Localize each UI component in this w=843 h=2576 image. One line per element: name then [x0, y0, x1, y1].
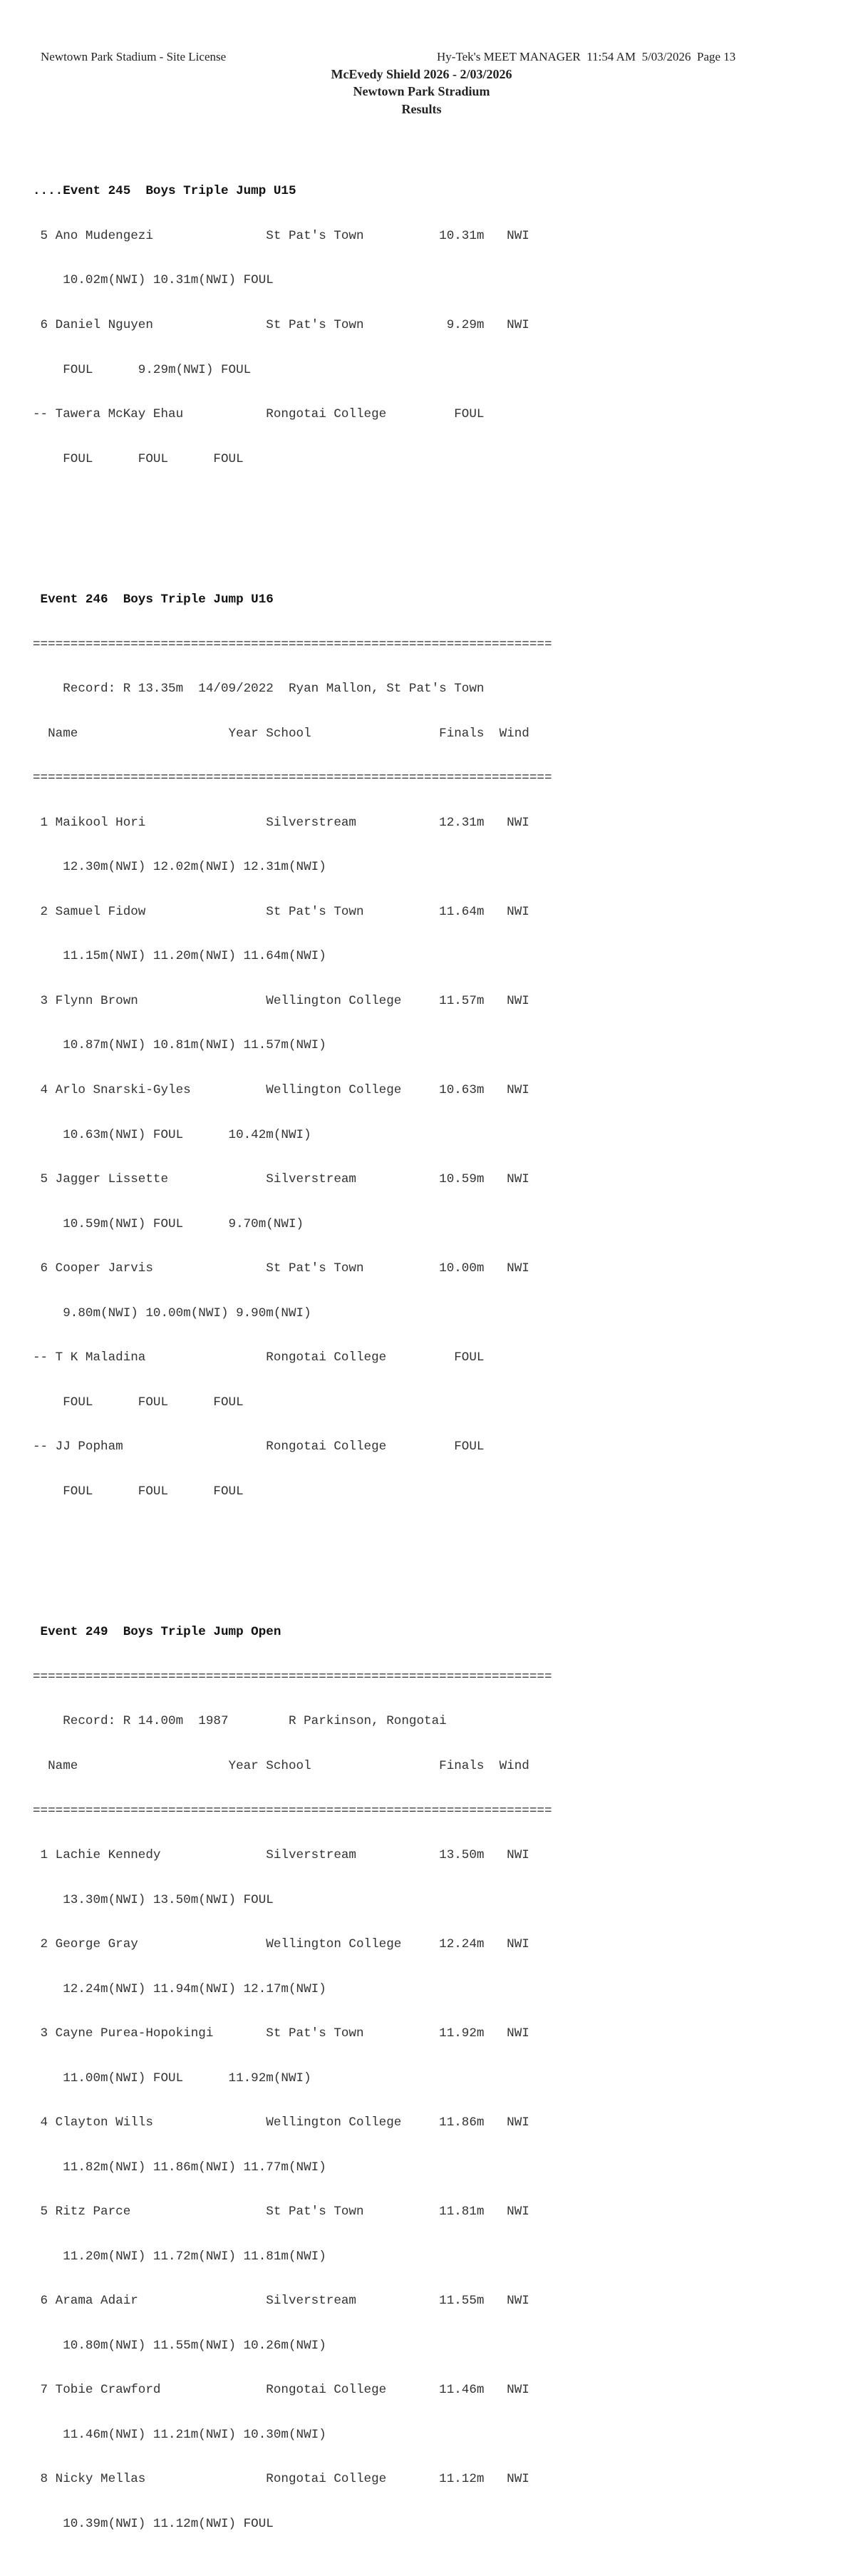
result-line: FOUL 9.29m(NWI) FOUL [33, 362, 252, 377]
column-header: Name Year School Finals Wind [33, 1758, 529, 1773]
result-line: 5 Ritz Parce St Pat's Town 11.81m NWI [33, 2205, 529, 2220]
result-line: FOUL FOUL FOUL [33, 1484, 244, 1499]
record-line: Record: R 13.35m 14/09/2022 Ryan Mallon, St Pat's Town [33, 682, 485, 697]
result-line: 10.39m(NWI) 11.12m(NWI) FOUL [33, 2517, 274, 2531]
result-line: 11.15m(NWI) 11.20m(NWI) 11.64m(NWI) [33, 949, 326, 964]
result-line: 12.24m(NWI) 11.94m(NWI) 12.17m(NWI) [33, 1981, 326, 1996]
result-line: 4 Clayton Wills Wellington College 11.86m NWI [33, 2115, 529, 2130]
event-title: Event 246 Boys Triple Jump U16 [33, 592, 274, 607]
event-title: ....Event 245 Boys Triple Jump U15 [33, 184, 296, 199]
result-line: 10.02m(NWI) 10.31m(NWI) FOUL [33, 273, 274, 288]
result-line: 13.30m(NWI) 13.50m(NWI) FOUL [33, 1892, 274, 1907]
result-line: 12.30m(NWI) 12.02m(NWI) 12.31m(NWI) [33, 860, 326, 875]
result-line: 1 Lachie Kennedy Silverstream 13.50m NWI [33, 1848, 529, 1863]
result-line: FOUL FOUL FOUL [33, 1395, 244, 1410]
results-document [33, 125, 552, 2576]
result-line: -- Tawera McKay Ehau Rongotai College FOUL [33, 407, 485, 422]
result-line: 4 Arlo Snarski-Gyles Wellington College 10.63m NWI [33, 1083, 529, 1097]
venue-title: Newtown Park Stradium [353, 84, 490, 98]
result-line: -- JJ Popham Rongotai College FOUL [33, 1440, 485, 1454]
result-line: 10.63m(NWI) FOUL 10.42m(NWI) [33, 1127, 311, 1142]
divider-line: ===================================================================== [33, 637, 552, 652]
result-line: 11.46m(NWI) 11.21m(NWI) 10.30m(NWI) [33, 2427, 326, 2442]
result-line: 10.80m(NWI) 11.55m(NWI) 10.26m(NWI) [33, 2338, 326, 2353]
result-line: 2 Samuel Fidow St Pat's Town 11.64m NWI [33, 904, 529, 919]
result-line: 11.82m(NWI) 11.86m(NWI) 11.77m(NWI) [33, 2160, 326, 2175]
event-block-249 [33, 1596, 552, 2562]
results-heading: Results [401, 102, 442, 116]
divider-line: ===================================================================== [33, 1669, 552, 1684]
record-line: Record: R 14.00m 1987 R Parkinson, Rongotai [33, 1714, 447, 1729]
result-line: 11.20m(NWI) 11.72m(NWI) 11.81m(NWI) [33, 2249, 326, 2264]
result-line: 3 Flynn Brown Wellington College 11.57m NWI [33, 993, 529, 1008]
result-line: 9.80m(NWI) 10.00m(NWI) 9.90m(NWI) [33, 1305, 311, 1320]
meet-manager-meta: Hy-Tek's MEET MANAGER 11:54 AM 5/03/2026 Page 13 [437, 50, 736, 63]
result-line: 7 Tobie Crawford Rongotai College 11.46m NWI [33, 2383, 529, 2398]
event-block-245 [33, 155, 552, 496]
result-line: 10.87m(NWI) 10.81m(NWI) 11.57m(NWI) [33, 1038, 326, 1053]
result-line: 5 Ano Mudengezi St Pat's Town 10.31m NWI [33, 228, 529, 243]
event-title: Event 249 Boys Triple Jump Open [33, 1625, 281, 1640]
result-line: 1 Maikool Hori Silverstream 12.31m NWI [33, 815, 529, 830]
result-line: FOUL FOUL FOUL [33, 451, 244, 466]
result-line: -- T K Maladina Rongotai College FOUL [33, 1350, 485, 1365]
result-line: 8 Nicky Mellas Rongotai College 11.12m NWI [33, 2472, 529, 2487]
event-block-246 [33, 563, 552, 1529]
result-line: 5 Jagger Lissette Silverstream 10.59m NWI [33, 1172, 529, 1187]
result-line: 6 Arama Adair Silverstream 11.55m NWI [33, 2294, 529, 2309]
meet-title: McEvedy Shield 2026 - 2/03/2026 [331, 67, 512, 81]
result-line: 10.59m(NWI) FOUL 9.70m(NWI) [33, 1216, 304, 1231]
column-header: Name Year School Finals Wind [33, 726, 529, 741]
divider-line: ===================================================================== [33, 771, 552, 786]
divider-line: ===================================================================== [33, 1803, 552, 1818]
result-line: 6 Daniel Nguyen St Pat's Town 9.29m NWI [33, 317, 529, 332]
site-license-text: Newtown Park Stadium - Site License [41, 50, 227, 63]
result-line: 6 Cooper Jarvis St Pat's Town 10.00m NWI [33, 1261, 529, 1276]
result-line: 11.00m(NWI) FOUL 11.92m(NWI) [33, 2070, 311, 2085]
result-line: 2 George Gray Wellington College 12.24m NWI [33, 1937, 529, 1952]
result-line: 3 Cayne Purea-Hopokingi St Pat's Town 11.92m NWI [33, 2026, 529, 2041]
